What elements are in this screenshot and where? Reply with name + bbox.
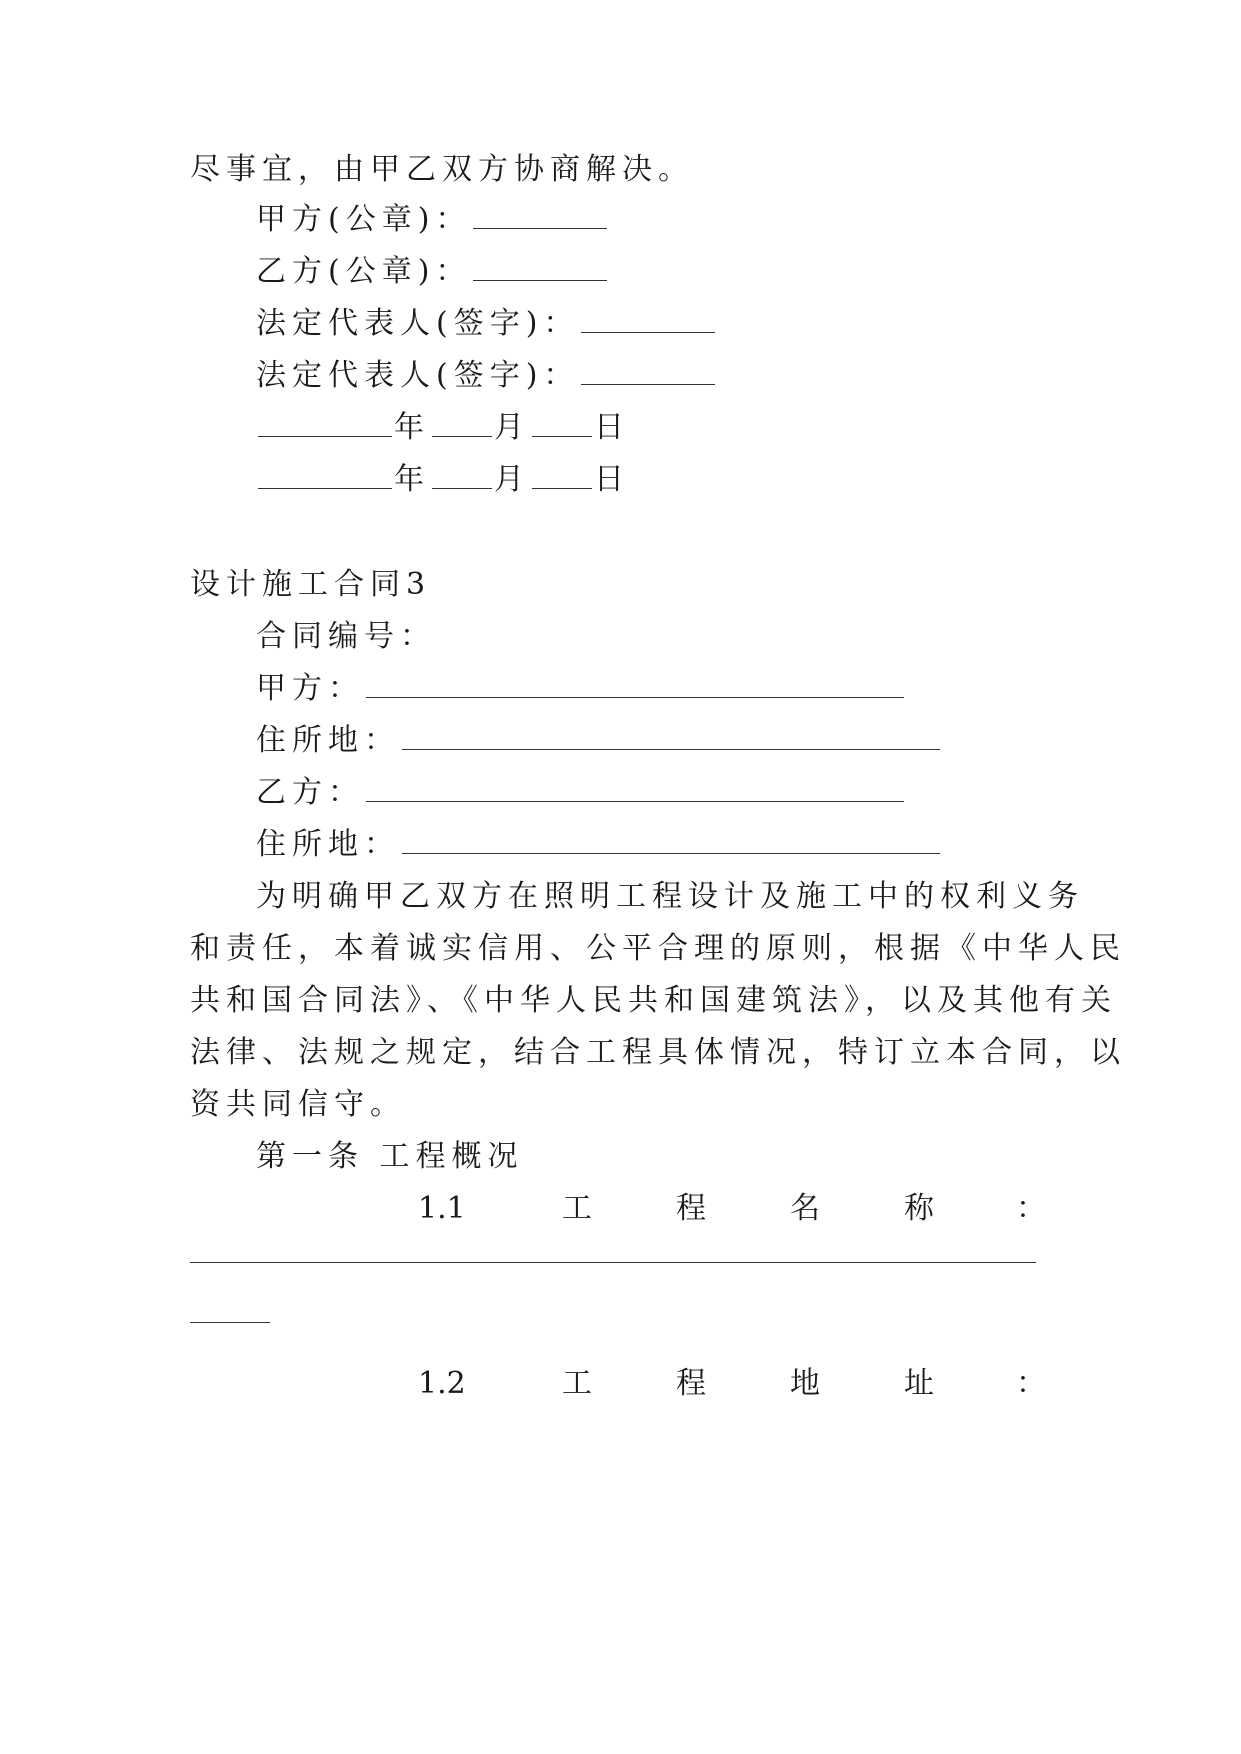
text-line: 尽事宜，由甲乙双方协商解决。 xyxy=(190,152,694,187)
party-b-seal-label: 乙方(公章)： xyxy=(256,254,472,289)
item-char: 址 xyxy=(904,1366,934,1401)
signature-blank xyxy=(473,202,607,229)
signature-blank xyxy=(581,306,715,333)
paragraph-line: 为明确甲乙双方在照明工程设计及施工中的权利义务 xyxy=(256,879,1084,914)
item-colon: ： xyxy=(1016,1191,1046,1226)
party-a-line xyxy=(256,669,1051,709)
paragraph-line: 共和国合同法》、《中华人民共和国建筑法》，以及其他有关 xyxy=(190,983,1117,1018)
item-char: 工 xyxy=(562,1191,592,1226)
party-b-line xyxy=(256,773,1051,813)
address-label: 住所地： xyxy=(256,827,400,862)
year-blank xyxy=(258,410,392,437)
paragraph-line: 和责任，本着诚实信用、公平合理的原则，根据《中华人民 xyxy=(190,931,1126,966)
fill-in-rule xyxy=(190,1322,270,1323)
party-a-blank xyxy=(366,671,904,698)
party-b-address-line xyxy=(256,825,1051,865)
month-blank xyxy=(432,410,492,437)
paragraph-line: 资共同信守。 xyxy=(190,1087,406,1122)
legal-rep-line-2 xyxy=(256,356,1051,396)
month-label: 月 xyxy=(494,462,530,497)
item-colon: ： xyxy=(1016,1366,1046,1401)
party-b-label: 乙方： xyxy=(256,775,364,810)
item-char: 程 xyxy=(676,1191,706,1226)
paragraph-line: 法律、法规之规定，结合工程具体情况，特订立本合同，以 xyxy=(190,1035,1126,1070)
day-blank xyxy=(532,462,592,489)
date-line-2 xyxy=(256,460,1051,500)
item-char: 称 xyxy=(904,1191,934,1226)
address-blank xyxy=(402,723,940,750)
day-label: 日 xyxy=(594,410,630,445)
year-label: 年 xyxy=(394,410,430,445)
article-heading: 第一条 工程概况 xyxy=(256,1139,524,1174)
item-char: 工 xyxy=(562,1366,592,1401)
item-char: 名 xyxy=(790,1191,820,1226)
party-a-seal-label: 甲方(公章)： xyxy=(256,202,472,237)
item-number: 1.2 xyxy=(418,1366,466,1401)
legal-rep-line-1 xyxy=(256,304,1051,344)
signature-blank xyxy=(473,254,607,281)
signature-blank xyxy=(581,358,715,385)
item-number: 1.1 xyxy=(418,1191,466,1226)
item-char: 地 xyxy=(790,1366,820,1401)
party-a-address-line xyxy=(256,721,1051,761)
month-blank xyxy=(432,462,492,489)
party-b-blank xyxy=(366,775,904,802)
year-blank xyxy=(258,462,392,489)
address-label: 住所地： xyxy=(256,723,400,758)
legal-rep-label: 法定代表人(签字)： xyxy=(256,306,580,341)
party-b-seal-line xyxy=(256,252,1051,292)
legal-rep-label: 法定代表人(签字)： xyxy=(256,358,580,393)
day-blank xyxy=(532,410,592,437)
address-blank xyxy=(402,827,940,854)
fill-in-rule xyxy=(190,1262,1036,1263)
item-char: 程 xyxy=(676,1366,706,1401)
party-a-seal-line xyxy=(256,200,1051,240)
date-line-1 xyxy=(256,408,1051,448)
contract-heading: 设计施工合同3 xyxy=(190,567,432,602)
party-a-label: 甲方： xyxy=(256,671,364,706)
month-label: 月 xyxy=(494,410,530,445)
year-label: 年 xyxy=(394,462,430,497)
contract-number-label: 合同编号： xyxy=(256,619,436,654)
day-label: 日 xyxy=(594,462,630,497)
